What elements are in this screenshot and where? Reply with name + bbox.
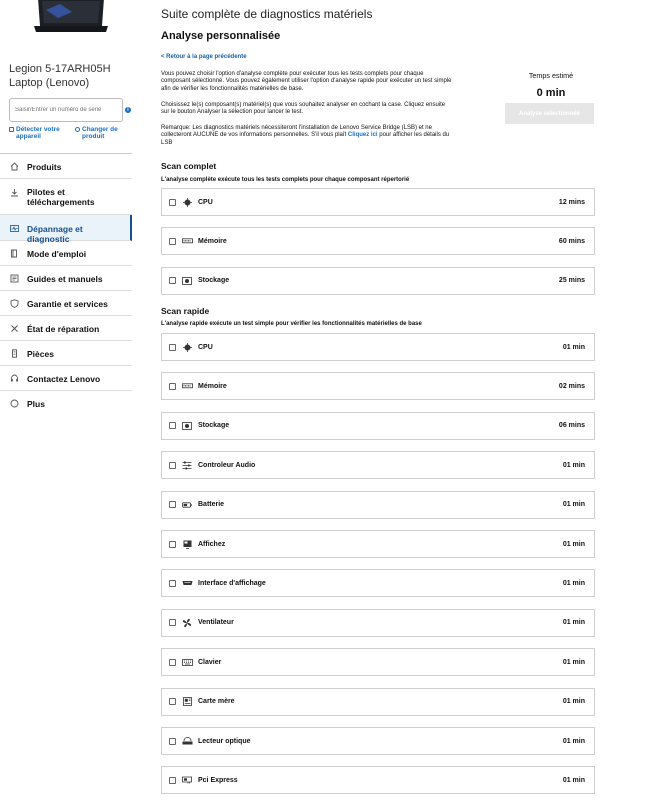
full-scan-checkbox[interactable] (169, 199, 176, 206)
component-duration: 01 min (562, 698, 585, 706)
estimated-time-label: Temps estimé (528, 71, 574, 80)
storage-icon (181, 276, 193, 285)
component-name: Stockage (198, 422, 230, 430)
lsb-note-text-end: pour afficher les détails du LSB (161, 132, 450, 146)
quick-scan-row[interactable] (161, 688, 595, 716)
lsb-note-text: Remarque: Les diagnostics matériels nécessiteront l'installation de Lenovo Service Bridge (LSB) et ne collecteront AUCUNE de vos informations personnelles. S'il vous plaît (161, 125, 432, 139)
description-select: Choisissez le(s) composant(s) matériel(s) que vous souhaitez analyser en cochant la case. Cliquez ensuite sur le bouton Analyser la sélection pour lancer le test. (161, 102, 446, 116)
change-icon (75, 127, 80, 132)
component-name: Carte mère (198, 698, 235, 706)
component-duration: 01 min (562, 540, 585, 548)
sidebar-item-pilotes[interactable] (0, 179, 132, 215)
full-scan-row[interactable] (161, 188, 595, 216)
home-icon (10, 162, 19, 171)
quick-scan-checkbox[interactable] (169, 383, 176, 390)
circle-icon (10, 399, 19, 408)
component-name: Mémoire (198, 382, 227, 390)
quick-scan-row[interactable] (161, 648, 595, 676)
description-full-scan: Vous pouvez choisir l'option d'analyse complète pour exécuter tous les tests complets pour chaque composant sélectionné. Vous pouvez également utiliser l'option d'analyse rapide pour exécuter un test simple afin de vérifier les fonctionnalités matérielles de base. (161, 71, 452, 92)
manual-icon (10, 274, 19, 283)
component-name: CPU (198, 343, 213, 351)
component-duration: 01 min (562, 501, 585, 509)
component-duration: 01 min (562, 776, 585, 784)
fan-icon (181, 618, 193, 627)
change-product-link[interactable] (75, 126, 131, 140)
quick-scan-row[interactable] (161, 412, 595, 440)
sidebar-item-label: Guides et manuels (27, 274, 103, 284)
product-name: Legion 5-17ARH05H Laptop (Lenovo) (9, 63, 111, 89)
quick-scan-row[interactable] (161, 766, 595, 794)
component-name: Ventilateur (198, 619, 234, 627)
component-name: Lecteur optique (198, 737, 251, 745)
change-product-label: Changer de produit (82, 126, 118, 140)
sidebar-item-garantie[interactable] (0, 291, 132, 316)
sidebar-item-label: Pièces (27, 349, 54, 359)
component-name: Clavier (198, 658, 222, 666)
memory-icon (181, 237, 193, 246)
quick-scan-row[interactable] (161, 609, 595, 637)
component-duration: 01 min (562, 737, 585, 745)
detect-device-link[interactable] (9, 126, 65, 140)
quick-scan-checkbox[interactable] (169, 462, 176, 469)
component-name: Mémoire (198, 237, 227, 245)
full-scan-row[interactable] (161, 267, 595, 295)
optical-drive-icon (181, 737, 193, 746)
battery-icon (181, 500, 193, 509)
full-scan-checkbox[interactable] (169, 277, 176, 284)
component-name: CPU (198, 198, 213, 206)
sidebar-item-pieces[interactable] (0, 341, 132, 366)
quick-scan-row[interactable] (161, 451, 595, 479)
component-name: Controleur Audio (198, 461, 256, 469)
sidebar-item-guides[interactable] (0, 266, 132, 291)
quick-scan-checkbox[interactable] (169, 777, 176, 784)
book-icon (10, 249, 19, 258)
cpu-icon (181, 198, 193, 207)
component-duration: 12 mins (558, 198, 585, 206)
shield-icon (10, 299, 19, 308)
laptop-image (32, 0, 110, 36)
info-icon[interactable]: i (125, 107, 131, 113)
sidebar (0, 0, 132, 800)
component-duration: 02 mins (558, 382, 585, 390)
memory-icon (181, 382, 193, 391)
storage-icon (181, 421, 193, 430)
sidebar-item-label: Plus (27, 399, 45, 409)
parts-icon (10, 349, 19, 358)
quick-scan-checkbox[interactable] (169, 738, 176, 745)
quick-scan-checkbox[interactable] (169, 580, 176, 587)
tools-icon (10, 324, 19, 333)
quick-scan-checkbox[interactable] (169, 619, 176, 626)
component-duration: 01 min (562, 461, 585, 469)
click-here-link[interactable]: Cliquez ici (347, 132, 378, 139)
pci-express-icon (181, 776, 193, 785)
serial-number-input[interactable] (9, 98, 123, 122)
quick-scan-checkbox[interactable] (169, 422, 176, 429)
detect-device-label: Détecter votre appareil (16, 126, 60, 140)
component-duration: 01 min (562, 658, 585, 666)
component-duration: 06 mins (558, 422, 585, 430)
component-name: Affichez (198, 540, 226, 548)
quick-scan-checkbox[interactable] (169, 501, 176, 508)
quick-scan-checkbox[interactable] (169, 344, 176, 351)
detect-links (9, 126, 131, 140)
quick-scan-row[interactable] (161, 333, 595, 361)
page-title: Analyse personnalisée (161, 30, 281, 42)
quick-scan-row[interactable] (161, 491, 595, 519)
sidebar-item-label: Pilotes et téléchargements (27, 187, 95, 207)
full-scan-row[interactable] (161, 227, 595, 255)
diagnostic-icon (10, 224, 19, 233)
headset-icon (10, 374, 19, 383)
component-name: Pci Express (198, 776, 238, 784)
full-scan-subtitle: L'analyse complète exécute tous les tests complets pour chaque composant répertorié (161, 177, 410, 183)
quick-scan-row[interactable] (161, 727, 595, 755)
description-lsb-note (161, 125, 453, 147)
display-icon (181, 540, 193, 549)
component-duration: 60 mins (558, 237, 585, 245)
cpu-icon (181, 343, 193, 352)
sidebar-item-label: État de réparation (27, 324, 100, 334)
quick-scan-subtitle: L'analyse rapide exécute un test simple pour vérifier les fonctionnalités matérielles de base (161, 321, 422, 327)
sidebar-item-label: Garantie et services (27, 299, 108, 309)
sidebar-nav (0, 153, 132, 416)
suite-title: Suite complète de diagnostics matériels (161, 7, 373, 21)
quick-scan-title: Scan rapide (161, 306, 210, 316)
component-duration: 01 min (562, 619, 585, 627)
display-interface-icon (181, 579, 193, 588)
quick-scan-row[interactable] (161, 372, 595, 400)
quick-scan-checkbox[interactable] (169, 698, 176, 705)
sidebar-item-produits[interactable] (0, 154, 132, 179)
sidebar-item-plus[interactable] (0, 391, 132, 416)
full-scan-title: Scan complet (161, 161, 217, 171)
component-duration: 25 mins (558, 277, 585, 285)
sidebar-item-label: Dépannage et diagnostic (27, 224, 83, 244)
estimated-time-value: 0 min (536, 87, 566, 99)
sidebar-item-depannage[interactable] (0, 215, 132, 244)
quick-scan-checkbox[interactable] (169, 659, 176, 666)
back-link[interactable]: < Retour à la page précédente (161, 54, 247, 60)
quick-scan-checkbox[interactable] (169, 541, 176, 548)
sidebar-item-label: Mode d'emploi (27, 249, 87, 259)
quick-scan-row[interactable] (161, 530, 595, 558)
sidebar-item-reparation[interactable] (0, 316, 132, 341)
sidebar-item-label: Produits (27, 162, 62, 172)
sidebar-item-label: Contactez Lenovo (27, 374, 101, 384)
keyboard-icon (181, 658, 193, 667)
full-scan-checkbox[interactable] (169, 238, 176, 245)
component-name: Interface d'affichage (198, 579, 266, 587)
quick-scan-row[interactable] (161, 569, 595, 597)
sidebar-item-contact[interactable] (0, 366, 132, 391)
motherboard-icon (181, 697, 193, 706)
component-duration: 01 min (562, 579, 585, 587)
component-duration: 01 min (562, 343, 585, 351)
component-name: Stockage (198, 277, 230, 285)
analyze-selection-button[interactable]: Analyse sélectionnée (505, 103, 594, 124)
audio-controller-icon (181, 461, 193, 470)
estimated-time (505, 71, 597, 99)
component-name: Batterie (198, 501, 225, 509)
sidebar-item-mode-emploi[interactable] (0, 241, 132, 266)
detect-icon (9, 127, 14, 132)
